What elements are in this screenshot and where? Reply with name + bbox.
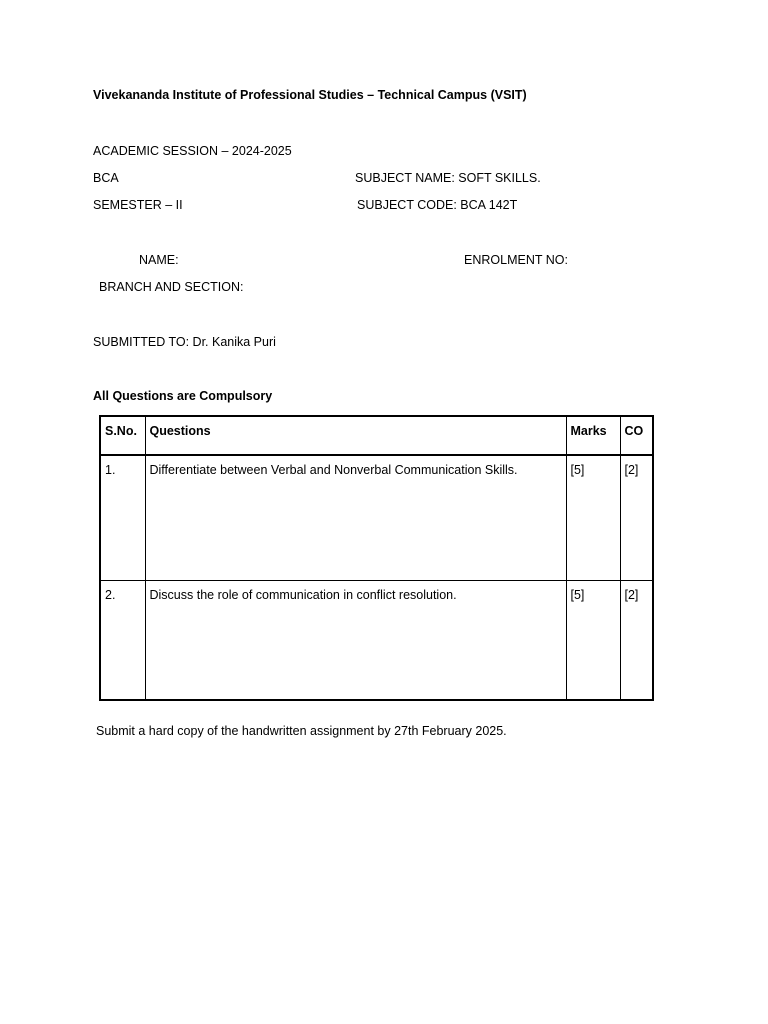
cell-marks: [5] <box>566 581 620 701</box>
cell-sno: 2. <box>100 581 145 701</box>
table-row <box>100 581 653 701</box>
instructions-heading: All Questions are Compulsory <box>93 389 273 403</box>
cell-marks: [5] <box>566 455 620 581</box>
branch-section-label: BRANCH AND SECTION: <box>99 280 244 294</box>
table-header-row <box>100 416 653 455</box>
semester-label: SEMESTER – II <box>93 198 183 212</box>
institute-title: Vivekananda Institute of Professional Studies – Technical Campus (VSIT) <box>93 88 527 102</box>
program-label: BCA <box>93 171 119 185</box>
cell-sno: 1. <box>100 455 145 581</box>
cell-co: [2] <box>620 455 653 581</box>
subject-name: SUBJECT NAME: SOFT SKILLS. <box>355 171 541 185</box>
header-questions: Questions <box>145 416 566 455</box>
academic-session: ACADEMIC SESSION – 2024-2025 <box>93 144 292 158</box>
submission-note: Submit a hard copy of the handwritten assignment by 27th February 2025. <box>96 724 507 738</box>
header-marks: Marks <box>566 416 620 455</box>
table-row <box>100 455 653 581</box>
subject-code: SUBJECT CODE: BCA 142T <box>357 198 518 212</box>
submitted-to: SUBMITTED TO: Dr. Kanika Puri <box>93 335 276 349</box>
questions-table <box>99 415 654 701</box>
enrolment-number-label: ENROLMENT NO: <box>464 253 568 267</box>
student-name-label: NAME: <box>139 253 179 267</box>
header-co: CO <box>620 416 653 455</box>
cell-co: [2] <box>620 581 653 701</box>
cell-question: Differentiate between Verbal and Nonverbal Communication Skills. <box>145 455 566 581</box>
cell-question: Discuss the role of communication in conflict resolution. <box>145 581 566 701</box>
header-sno: S.No. <box>100 416 145 455</box>
